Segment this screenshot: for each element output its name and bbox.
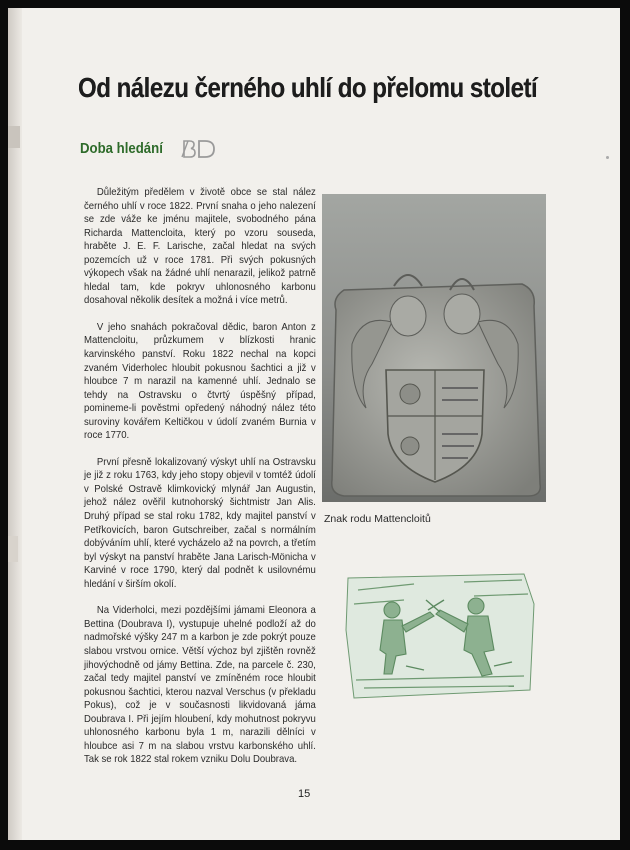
paragraph: V jeho snahách pokračoval dědic, baron Anton z Mattencloitu, průzkumem v blízkosti hranic karvinského panství. Roku 1822 nechal na kopci zvaném Viderholec hloubit pokusnou šachtici a již v hloubce 7 m narazil na kamenné uhlí. Jednalo se tehdy na Ostravsku o čtvrtý úspěšný případ, pomineme-li pověstmi opředený náhodný nález této suroviny kovářem Keltičkou v údolí zvaném Burnia v roce 1770.: [84, 321, 316, 442]
edge-tab: [8, 536, 18, 562]
edge-tab: [8, 126, 20, 148]
figure-caption: Znak rodu Mattencloitů: [324, 513, 431, 525]
bd-logo-icon: [180, 138, 218, 160]
miners-engraving: [344, 570, 540, 702]
paragraph: První přesně lokalizovaný výskyt uhlí na Ostravsku je již z roku 1763, kdy jeho stopy objevil v tomtéž údolí v Polské Ostravě klimkovický mlynář Jan Augustin, jehož nález ověřil kutnohorský šichtmistr Jan Alis. Druhý případ se stal roku 1782, kdy majitel panství v Petřkovicích, baron Gutschreiber, začal s normálním dobýváním uhlí, které vycházelo až na povrch, a třetím byl výskyt na panství hraběte Jana Larisch-Mönicha v Karviné v roce 1790, který dal podnět k usilovnému hledání v širším okolí.: [84, 456, 316, 590]
article-body: [84, 186, 316, 780]
coat-of-arms-relief: [322, 194, 546, 502]
section-title: Doba hledání: [80, 140, 163, 157]
book-page: [8, 8, 620, 840]
page-number: 15: [298, 788, 311, 800]
paragraph: Na Viderholci, mezi pozdějšími jámami Eleonora a Bettina (Doubrava I), vystupuje uhelné podloží až do nadmořské výšky 247 m a karbon je zde pokrýt pouze slabou vrstvou ornice. Větší výchoz byl zjištěn rovněž jihovýchodně od jámy Bettina. Zde, na parcele č. 230, začal tedy majitel panství ve zmíněném roce hloubit pokusnou šachtici, kterou nazval Verschus (v překladu Pokus), což je v současnosti likvidovaná jáma Doubrava I. Při jejím hloubení, kdy mohutnost pokryvu uhlonosného karbonu byla 1 m, narazili dělníci v hloubce asi 7 m na slabou vrstvu karbonského uhlí. Tak se rok 1822 stal rokem vzniku Dolu Doubrava.: [84, 605, 316, 766]
page-title: Od nálezu černého uhlí do přelomu století: [78, 72, 538, 103]
page-mark: [606, 156, 609, 159]
paragraph: Důležitým předělem v životě obce se stal nález černého uhlí v roce 1822. První snaha o jeho nalezení se zde váže ke jménu majitele, svobodného pána Richarda Mattencloita, který po vzoru souseda, hraběte J. E. F. Larische, začal hledat na svých pozemcích už v roce 1781. Při svých pokusných výkopech však na žádné uhlí nenarazil, jelikož patrně hledal tam, kde pokryv uhlonosného karbonu dosahoval několik desítek a možná i více metrů.: [84, 187, 316, 307]
